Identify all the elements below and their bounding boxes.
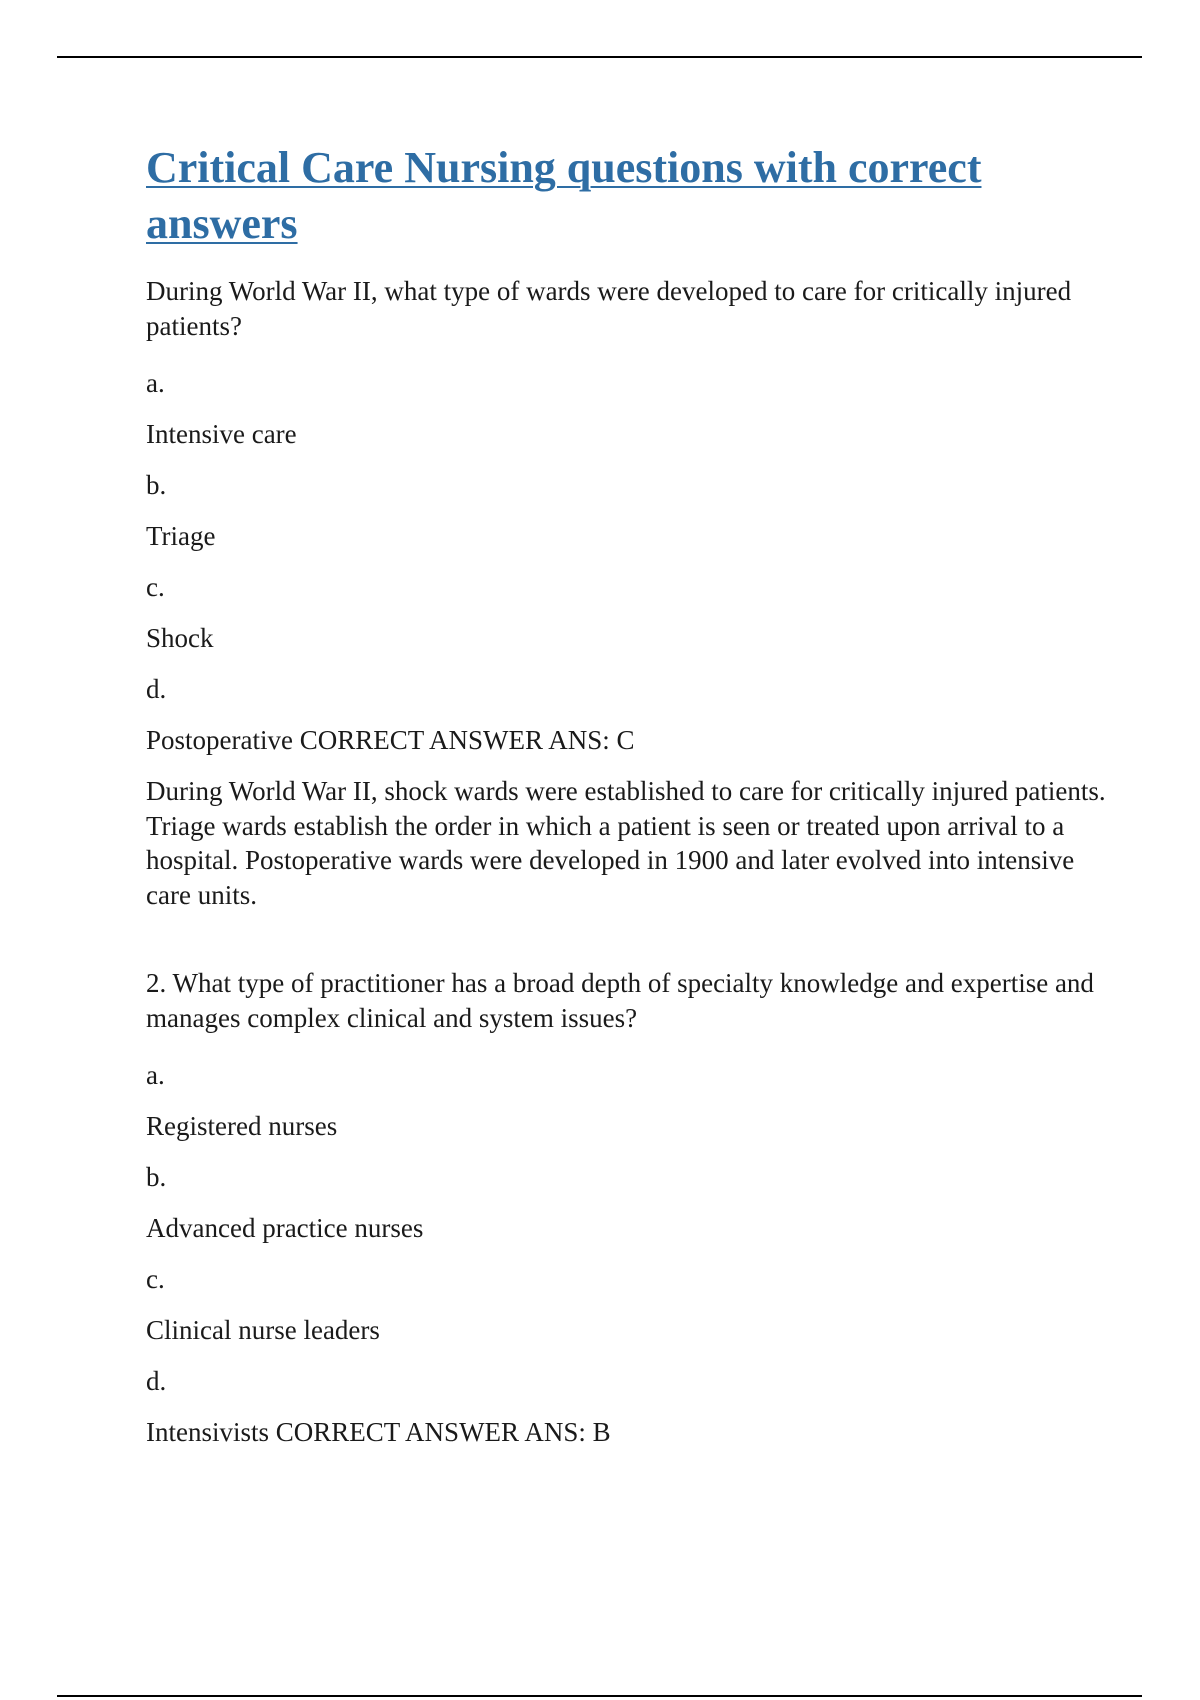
option-text-b: Advanced practice nurses: [146, 1213, 424, 1243]
option-d-with-answer: [146, 723, 1106, 758]
option-letter-d: d.: [146, 674, 167, 704]
option-letter-c: c.: [146, 1264, 165, 1294]
option-text-d: Intensivists: [146, 1417, 270, 1447]
option-text-b: Triage: [146, 521, 216, 551]
option-text-c: Clinical nurse leaders: [146, 1315, 380, 1345]
question-prompt: 2. What type of practitioner has a broad depth of specialty knowledge and expertise and manages complex clinical and system issues?: [146, 968, 1094, 1033]
question-block-2: [146, 966, 1106, 1450]
option-letter-a: a.: [146, 368, 165, 398]
option-text-a: Registered nurses: [146, 1111, 338, 1141]
option-letter-c: c.: [146, 572, 165, 602]
correct-answer: CORRECT ANSWER ANS: C: [299, 725, 635, 755]
option-text-c: Shock: [146, 623, 214, 653]
document-body: [146, 140, 1106, 1466]
answer-rationale: During World War II, shock wards were established to care for critically injured patients. Triage wards establish the order in which a patient is seen or treated upon arrival to a hospital. Postoperative wards were developed in 1900 and later evolved into intensive care units.: [146, 776, 1106, 910]
document-title: Critical Care Nursing questions with correct answers: [146, 143, 982, 248]
option-letter-a: a.: [146, 1060, 165, 1090]
header-rule: [57, 56, 1142, 58]
option-letter-d: d.: [146, 1366, 167, 1396]
option-letter-b: b.: [146, 470, 167, 500]
option-d-with-answer: [146, 1415, 1106, 1450]
question-prompt: During World War II, what type of wards were developed to care for critically injured patients?: [146, 276, 1072, 341]
option-text-d: Postoperative: [146, 725, 293, 755]
footer-rule: [57, 1695, 1142, 1697]
correct-answer: CORRECT ANSWER ANS: B: [275, 1417, 611, 1447]
question-block-1: [146, 274, 1106, 912]
option-letter-b: b.: [146, 1162, 167, 1192]
option-text-a: Intensive care: [146, 419, 297, 449]
